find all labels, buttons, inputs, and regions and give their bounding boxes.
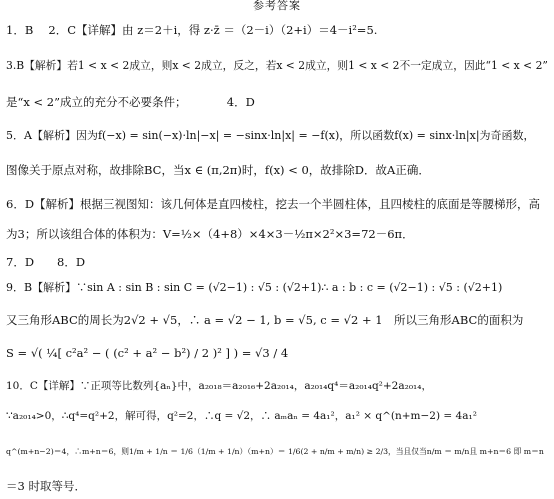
answer-line-9: 9．B【解析】∵sin A : sin B : sin C = (√2−1) : √5 : (√2+1)∴ a : b : c = (√2−1) : √5 : (√2+1) <box>6 281 503 294</box>
answer-line-10: 10．C【详解】∵正项等比数列{aₙ}中，a₂₀₁₈＝a₂₀₁₆+2a₂₀₁₄，a₂₀₁₄q⁴＝a₂₀₁₄q²+2a₂₀₁₄， <box>6 380 432 392</box>
answer-line-5-cont: 图像关于原点对称，故排除BC，当x ∈ (π,2π)时，f(x) < 0，故排除D．故A正确． <box>6 163 430 177</box>
answer-line-10-ineq: q^(m+n−2)＝4，∴m+n＝6，则1/m + 1/n ＝ 1/6（1/m + 1/n）（m+n）＝ 1/6(2 + n/m + m/n) ≥ 2/3，当且仅当n/m ＝ m/n且 m+n＝6 即 m＝n <box>6 447 544 456</box>
answer-line-9-area: S = √( ¼[ c²a² − ( (c² + a² − b²) / 2 )² ] ) = √3 / 4 <box>6 346 289 360</box>
answer-line-6: 6．D【解析】根据三视图知：该几何体是直四棱柱，挖去一个半圆柱体，且四棱柱的底面是等腰梯形，高 <box>6 197 541 211</box>
answer-line-5: 5．A【解析】因为f(−x) = sin(−x)·ln|−x| = −sinx·ln|x| = −f(x)，所以函数f(x) = sinx·ln|x|为奇函数， <box>6 129 535 142</box>
answer-line-10-cont: ∵a₂₀₁₄>0，∴q⁴=q²+2，解可得，q²=2，∴q = √2，∴ aₘaₙ = 4a₁²，a₁² × q^(n+m−2) = 4a₁² <box>6 410 477 422</box>
answer-line-10-end: ＝3 时取等号． <box>6 479 86 493</box>
answer-line-6-cont: 为3；所以该组合体的体积为：V=½×（4+8）×4×3－½π×2²×3=72－6π． <box>6 227 414 241</box>
page-title: 参考答案 <box>253 0 301 12</box>
answer-line-3: 3.B【解析】若1 < x < 2成立，则x < 2成立，反之，若x < 2成立，则1 < x < 2不一定成立，因此“1 < x < 2” <box>6 59 548 72</box>
answer-line-3-cont: 是“x < 2”成立的充分不必要条件； 4．D <box>6 95 255 109</box>
answer-line-9-cont: 又三角形ABC的周长为2√2 + √5，∴ a = √2 − 1, b = √5, c = √2 + 1 所以三角形ABC的面积为 <box>6 313 524 327</box>
answer-line-7-8: 7．D 8．D <box>6 255 86 269</box>
answer-line-1-2: 1．B 2．C【详解】由 z＝2＋i，得 z·z̄ ＝（2－i）（2+i）＝4－i²=5. <box>6 23 378 37</box>
